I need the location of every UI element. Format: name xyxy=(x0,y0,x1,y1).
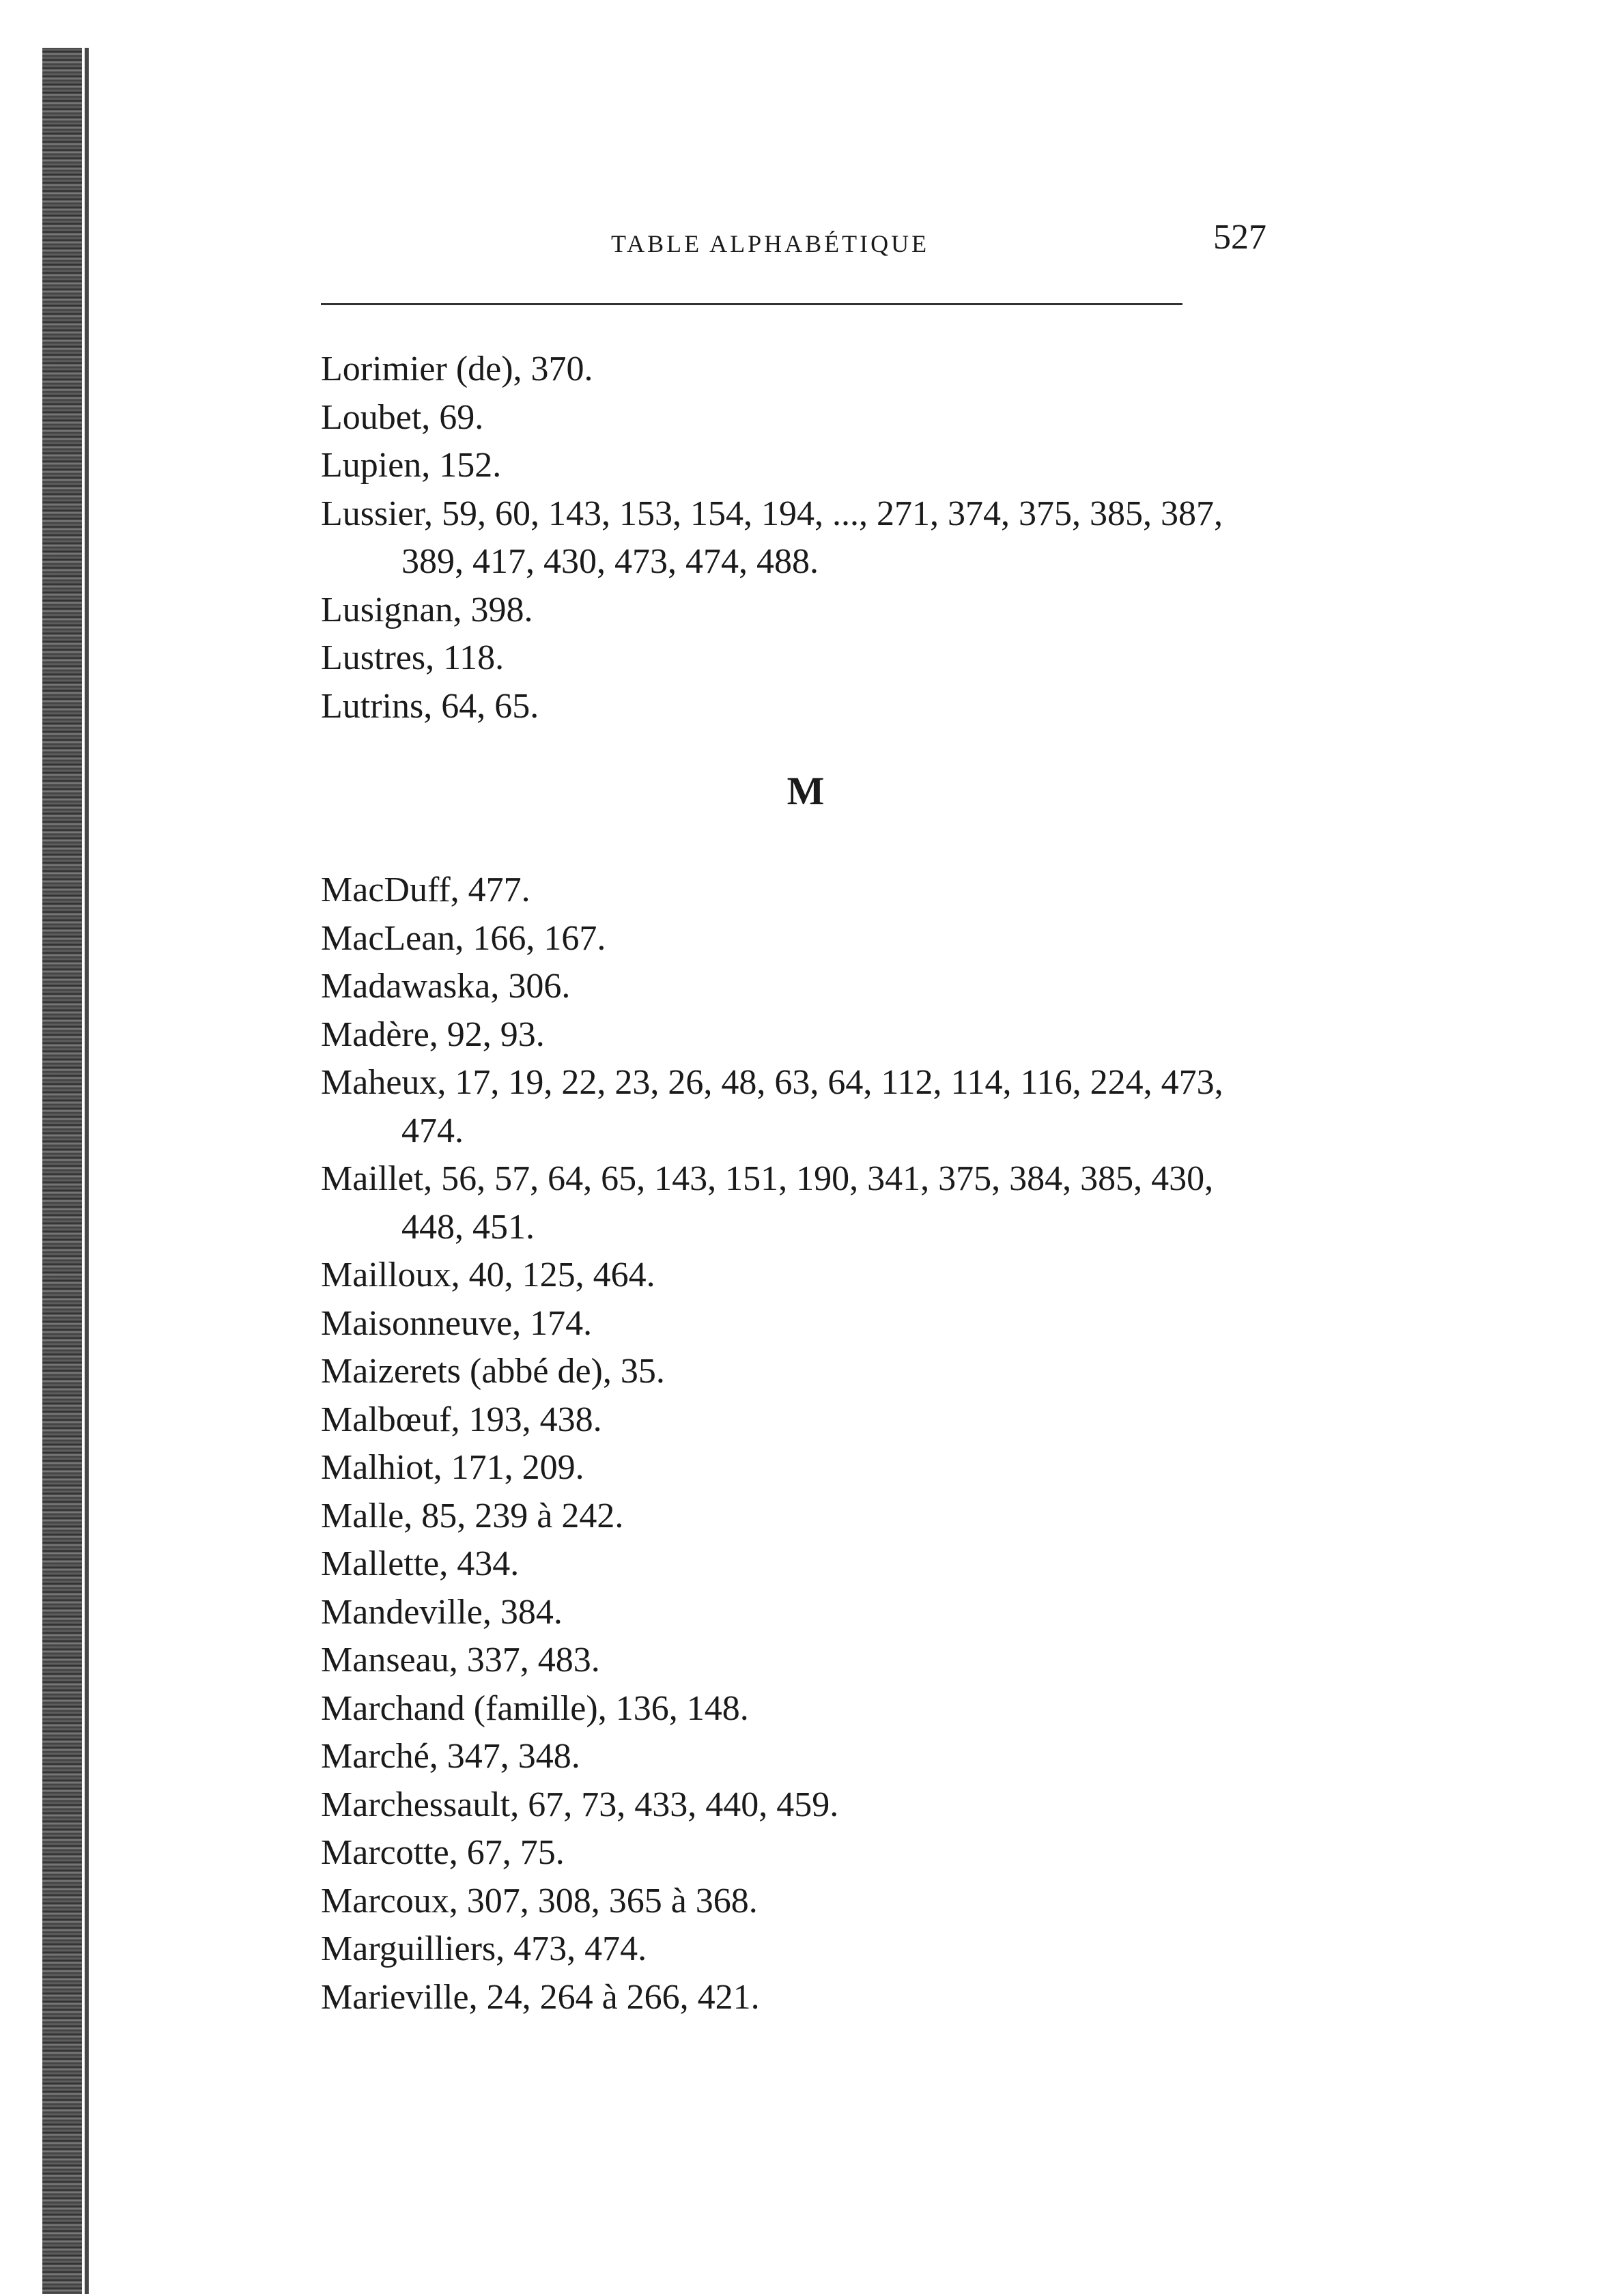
index-entry: Loubet, 69. xyxy=(321,397,484,437)
index-entry: Marcoux, 307, 308, 365 à 368. xyxy=(321,1881,758,1921)
page-binding-edge xyxy=(42,48,82,2294)
index-entry: Marchand (famille), 136, 148. xyxy=(321,1688,749,1728)
section-letter-heading: M xyxy=(787,769,825,813)
index-entry: Malhiot, 171, 209. xyxy=(321,1448,584,1487)
index-entry: MacDuff, 477. xyxy=(321,870,530,909)
index-entry: Marchessault, 67, 73, 433, 440, 459. xyxy=(321,1785,839,1824)
header-rule xyxy=(321,303,1182,305)
index-entry: Lupien, 152. xyxy=(321,446,502,485)
index-entry: Malbœuf, 193, 438. xyxy=(321,1400,602,1439)
index-entry: Lusignan, 398. xyxy=(321,590,533,629)
index-entry: Marché, 347, 348. xyxy=(321,1737,580,1776)
index-entry: Lutrins, 64, 65. xyxy=(321,686,539,726)
index-entry: Maizerets (abbé de), 35. xyxy=(321,1352,665,1391)
index-entry: Madère, 92, 93. xyxy=(321,1015,545,1054)
index-entry: Maheux, 17, 19, 22, 23, 26, 48, 63, 64, 112, 114, 116, 224, 473, 474. xyxy=(321,1063,1223,1150)
index-list-m xyxy=(321,866,1277,2022)
page-header xyxy=(317,217,1266,265)
index-entry: Maisonneuve, 174. xyxy=(321,1303,593,1343)
index-entry: Lussier, 59, 60, 143, 153, 154, 194, ..., 271, 374, 375, 385, 387, 389, 417, 430, 473, 474, 488. xyxy=(321,494,1223,581)
running-title: TABLE ALPHABÉTIQUE xyxy=(611,230,930,257)
index-entry: Marcotte, 67, 75. xyxy=(321,1833,565,1872)
page-number: 527 xyxy=(1213,218,1266,257)
index-list-l-continued xyxy=(321,345,1277,731)
index-entry: Mandeville, 384. xyxy=(321,1592,563,1632)
index-entry: MacLean, 166, 167. xyxy=(321,918,606,958)
index-entry: Manseau, 337, 483. xyxy=(321,1641,600,1680)
index-entry: Mallette, 434. xyxy=(321,1544,520,1583)
index-entry: Lustres, 118. xyxy=(321,638,505,677)
index-entry: Mailloux, 40, 125, 464. xyxy=(321,1256,655,1294)
index-entry: Madawaska, 306. xyxy=(321,967,571,1006)
index-entry: Maillet, 56, 57, 64, 65, 143, 151, 190, 341, 375, 384, 385, 430, 448, 451. xyxy=(321,1159,1214,1247)
index-entry: Lorimier (de), 370. xyxy=(321,350,593,388)
index-entry: Marieville, 24, 264 à 266, 421. xyxy=(321,1977,760,2017)
index-entry: Marguilliers, 473, 474. xyxy=(321,1929,647,1968)
index-entry: Malle, 85, 239 à 242. xyxy=(321,1496,624,1535)
